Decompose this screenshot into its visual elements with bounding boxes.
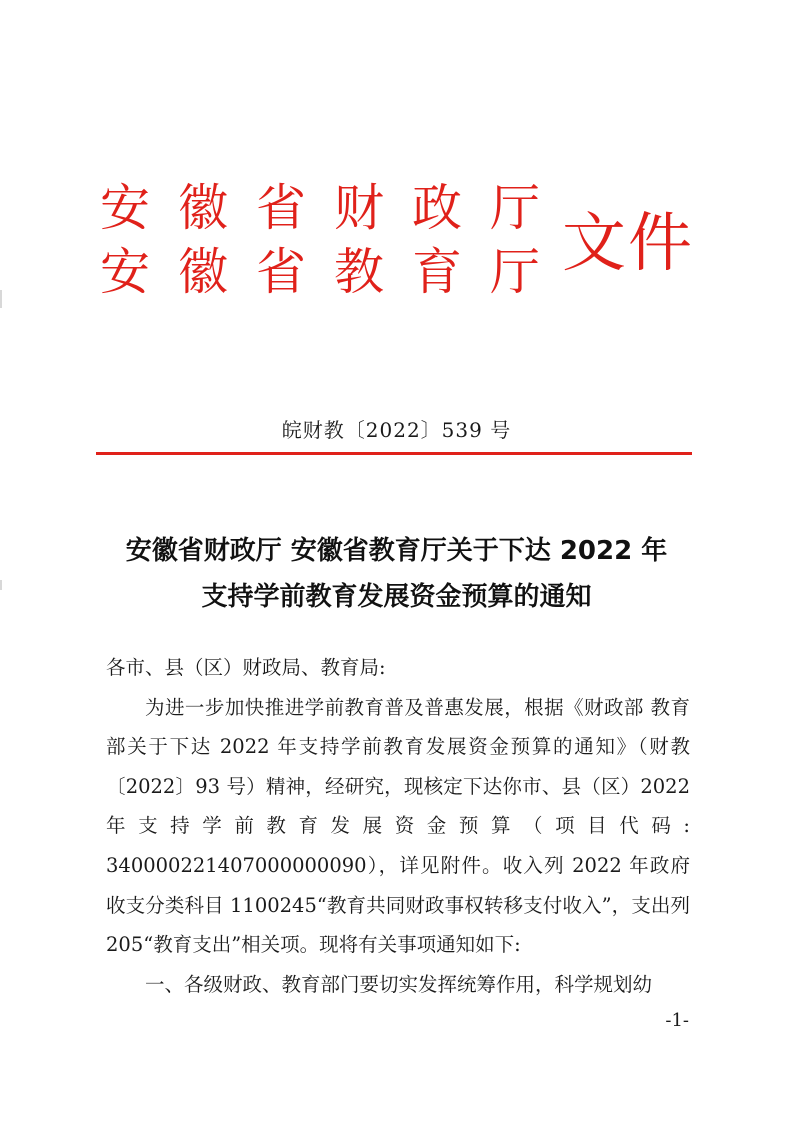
document-number: 皖财教〔2022〕539 号 bbox=[281, 418, 512, 442]
page-number: -1- bbox=[665, 1010, 689, 1031]
issuing-authority-header bbox=[100, 178, 700, 318]
issuer-finance-department: 安徽省财政厅 bbox=[100, 179, 568, 237]
file-label: 文件 bbox=[562, 207, 694, 281]
title-line-2: 支持学前教育发展资金预算的通知 bbox=[201, 582, 592, 612]
document-title bbox=[60, 528, 733, 620]
body-paragraph: 为进一步加快推进学前教育普及普惠发展，根据《财政部 教育部关于下达 2022 年支持学前教育发展资金预算的通知》（财教〔2022〕93 号）精神，经研究，现核定下达你市、县（区）2022 年支持学前教育发展资金预算（项目代码: 34000022140700000009​0），详见附件。收入列 2022 年政府收支分类科目 1100245“教育共同财政事权转移支付收入”，支出列 205“教育支出”相关项。现将有关事项通知如下: bbox=[106, 695, 690, 957]
document-body bbox=[106, 648, 690, 1004]
salutation: 各市、县（区）财政局、教育局: bbox=[106, 656, 386, 679]
scan-edge-mark bbox=[0, 580, 2, 590]
scan-edge-mark bbox=[0, 290, 2, 308]
body-paragraph: 一、各级财政、教育部门要切实发挥统筹作用，科学规划幼 bbox=[145, 972, 653, 996]
issuer-education-department: 安徽省教育厅 bbox=[100, 243, 568, 301]
red-divider-line bbox=[96, 452, 692, 455]
title-line-1: 安徽省财政厅 安徽省教育厅关于下达 2022 年 bbox=[125, 536, 668, 566]
